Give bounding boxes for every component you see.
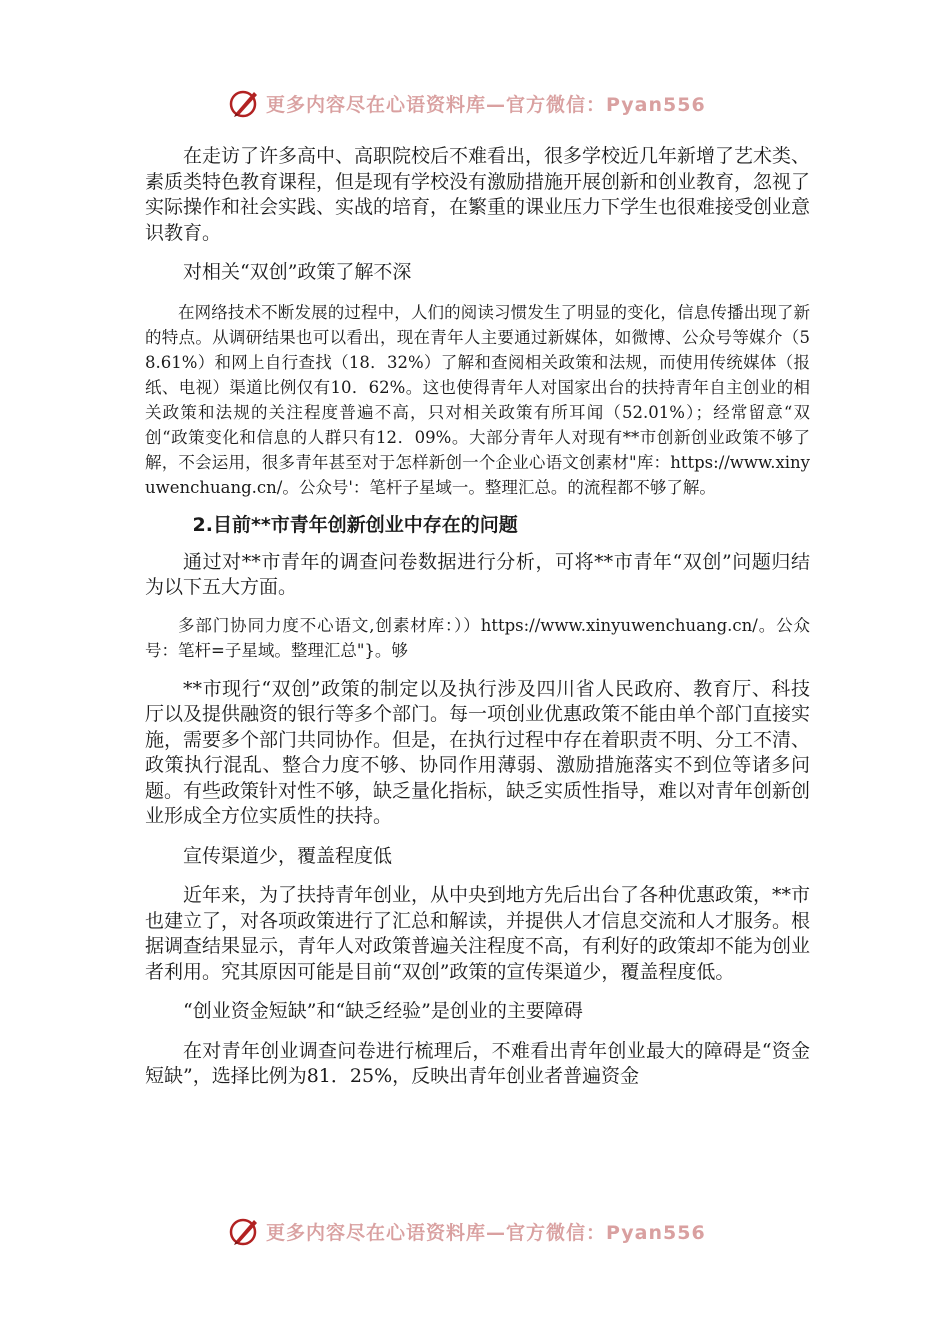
- banner-text: 更多内容尽在心语资料库—官方微信：Pyan556: [266, 93, 706, 116]
- document-body: [145, 144, 810, 1090]
- banner-text: 更多内容尽在心语资料库—官方微信：Pyan556: [266, 1221, 706, 1244]
- subheading-funding-experience: “创业资金短缺”和“缺乏经验”是创业的主要障碍: [183, 1000, 583, 1022]
- paragraph-departments: **市现行“双创”政策的制定以及执行涉及四川省人民政府、教育厅、科技厅以及提供融资的银行等多个部门。每一项创业优惠政策不能由单个部门直接实施，需要多个部门共同协作。但是，在执行过程中存在着职责不明、分工不清、政策执行混乱、整合力度不够、协同作用薄弱、激励措施落实不到位等诸多问题。有些政策针对性不够，缺乏量化指标，缺乏实质性指导，难以对青年创新创业形成全方位实质性的扶持。: [145, 677, 811, 827]
- pen-logo-icon: [228, 1214, 262, 1248]
- paragraph-publicity: 近年来，为了扶持青年创业，从中央到地方先后出台了各种优惠政策，**市也建立了，对各项政策进行了汇总和解读，并提供人才信息交流和人才服务。根据调查结果显示，青年人对政策普遍关注程度不高，有利好的政策却不能为创业者利用。究其原因可能是目前“双创”政策的宣传渠道少，覆盖程度低。: [145, 884, 811, 983]
- paragraph-five-aspects: 通过对**市青年的调查问卷数据进行分析，可将**市青年“双创”问题归结为以下五大方面。: [145, 550, 810, 598]
- section-heading-problems: 2.目前**市青年创新创业中存在的问题: [192, 513, 518, 536]
- pen-logo-icon: [228, 86, 262, 120]
- paragraph-school-survey: 在走访了许多高中、高职院校后不难看出，很多学校近几年新增了艺术类、素质类特色教育课程，但是现有学校没有激励措施开展创新和创业教育，忽视了实际操作和社会实践、实战的培育，在繁重的课业压力下学生也很难接受创业意识教育。: [145, 145, 811, 244]
- subheading-publicity: 宣传渠道少，覆盖程度低: [183, 844, 393, 867]
- footer-banner: [228, 1214, 728, 1248]
- paragraph-funding: 在对青年创业调查问卷进行梳理后，不难看出青年创业最大的障碍是“资金短缺”，选择比例为81．25%，反映出青年创业者普遍资金: [145, 1039, 810, 1087]
- paragraph-media-channels: 在网络技术不断发展的过程中，人们的阅读习惯发生了明显的变化，信息传播出现了新的特点。从调研结果也可以看出，现在青年人主要通过新媒体，如微博、公众号等媒介（58.61%）和网上自行查找（18．32%）了解和查阅相关政策和法规，而使用传统媒体（报纸、电视）渠道比例仅有10．62%。这也使得青年人对国家出台的扶持青年自主创业的相关政策和法规的关注程度普遍不高，只对相关政策有所耳闻（52.01%）；经常留意“双创“政策变化和信息的人群只有12．09%。大部分青年人对现有**市创新创业政策不够了解，不会运用，很多青年甚至对于怎样新创一个企业心语文创素材"库：https://www.xinyuwenchuang.cn/。公众号'：笔杆子星域一。整理汇总。的流程都不够了解。: [145, 302, 810, 497]
- subheading-policy-understanding: 对相关“双创”政策了解不深: [183, 261, 412, 283]
- subheading-department-coordination: 多部门协同力度不心语文,创素材库：））https://www.xinyuwenchuang.cn/。公众号：笔杆=子星域。整理汇总"}。够: [145, 615, 810, 660]
- header-banner: [228, 86, 728, 120]
